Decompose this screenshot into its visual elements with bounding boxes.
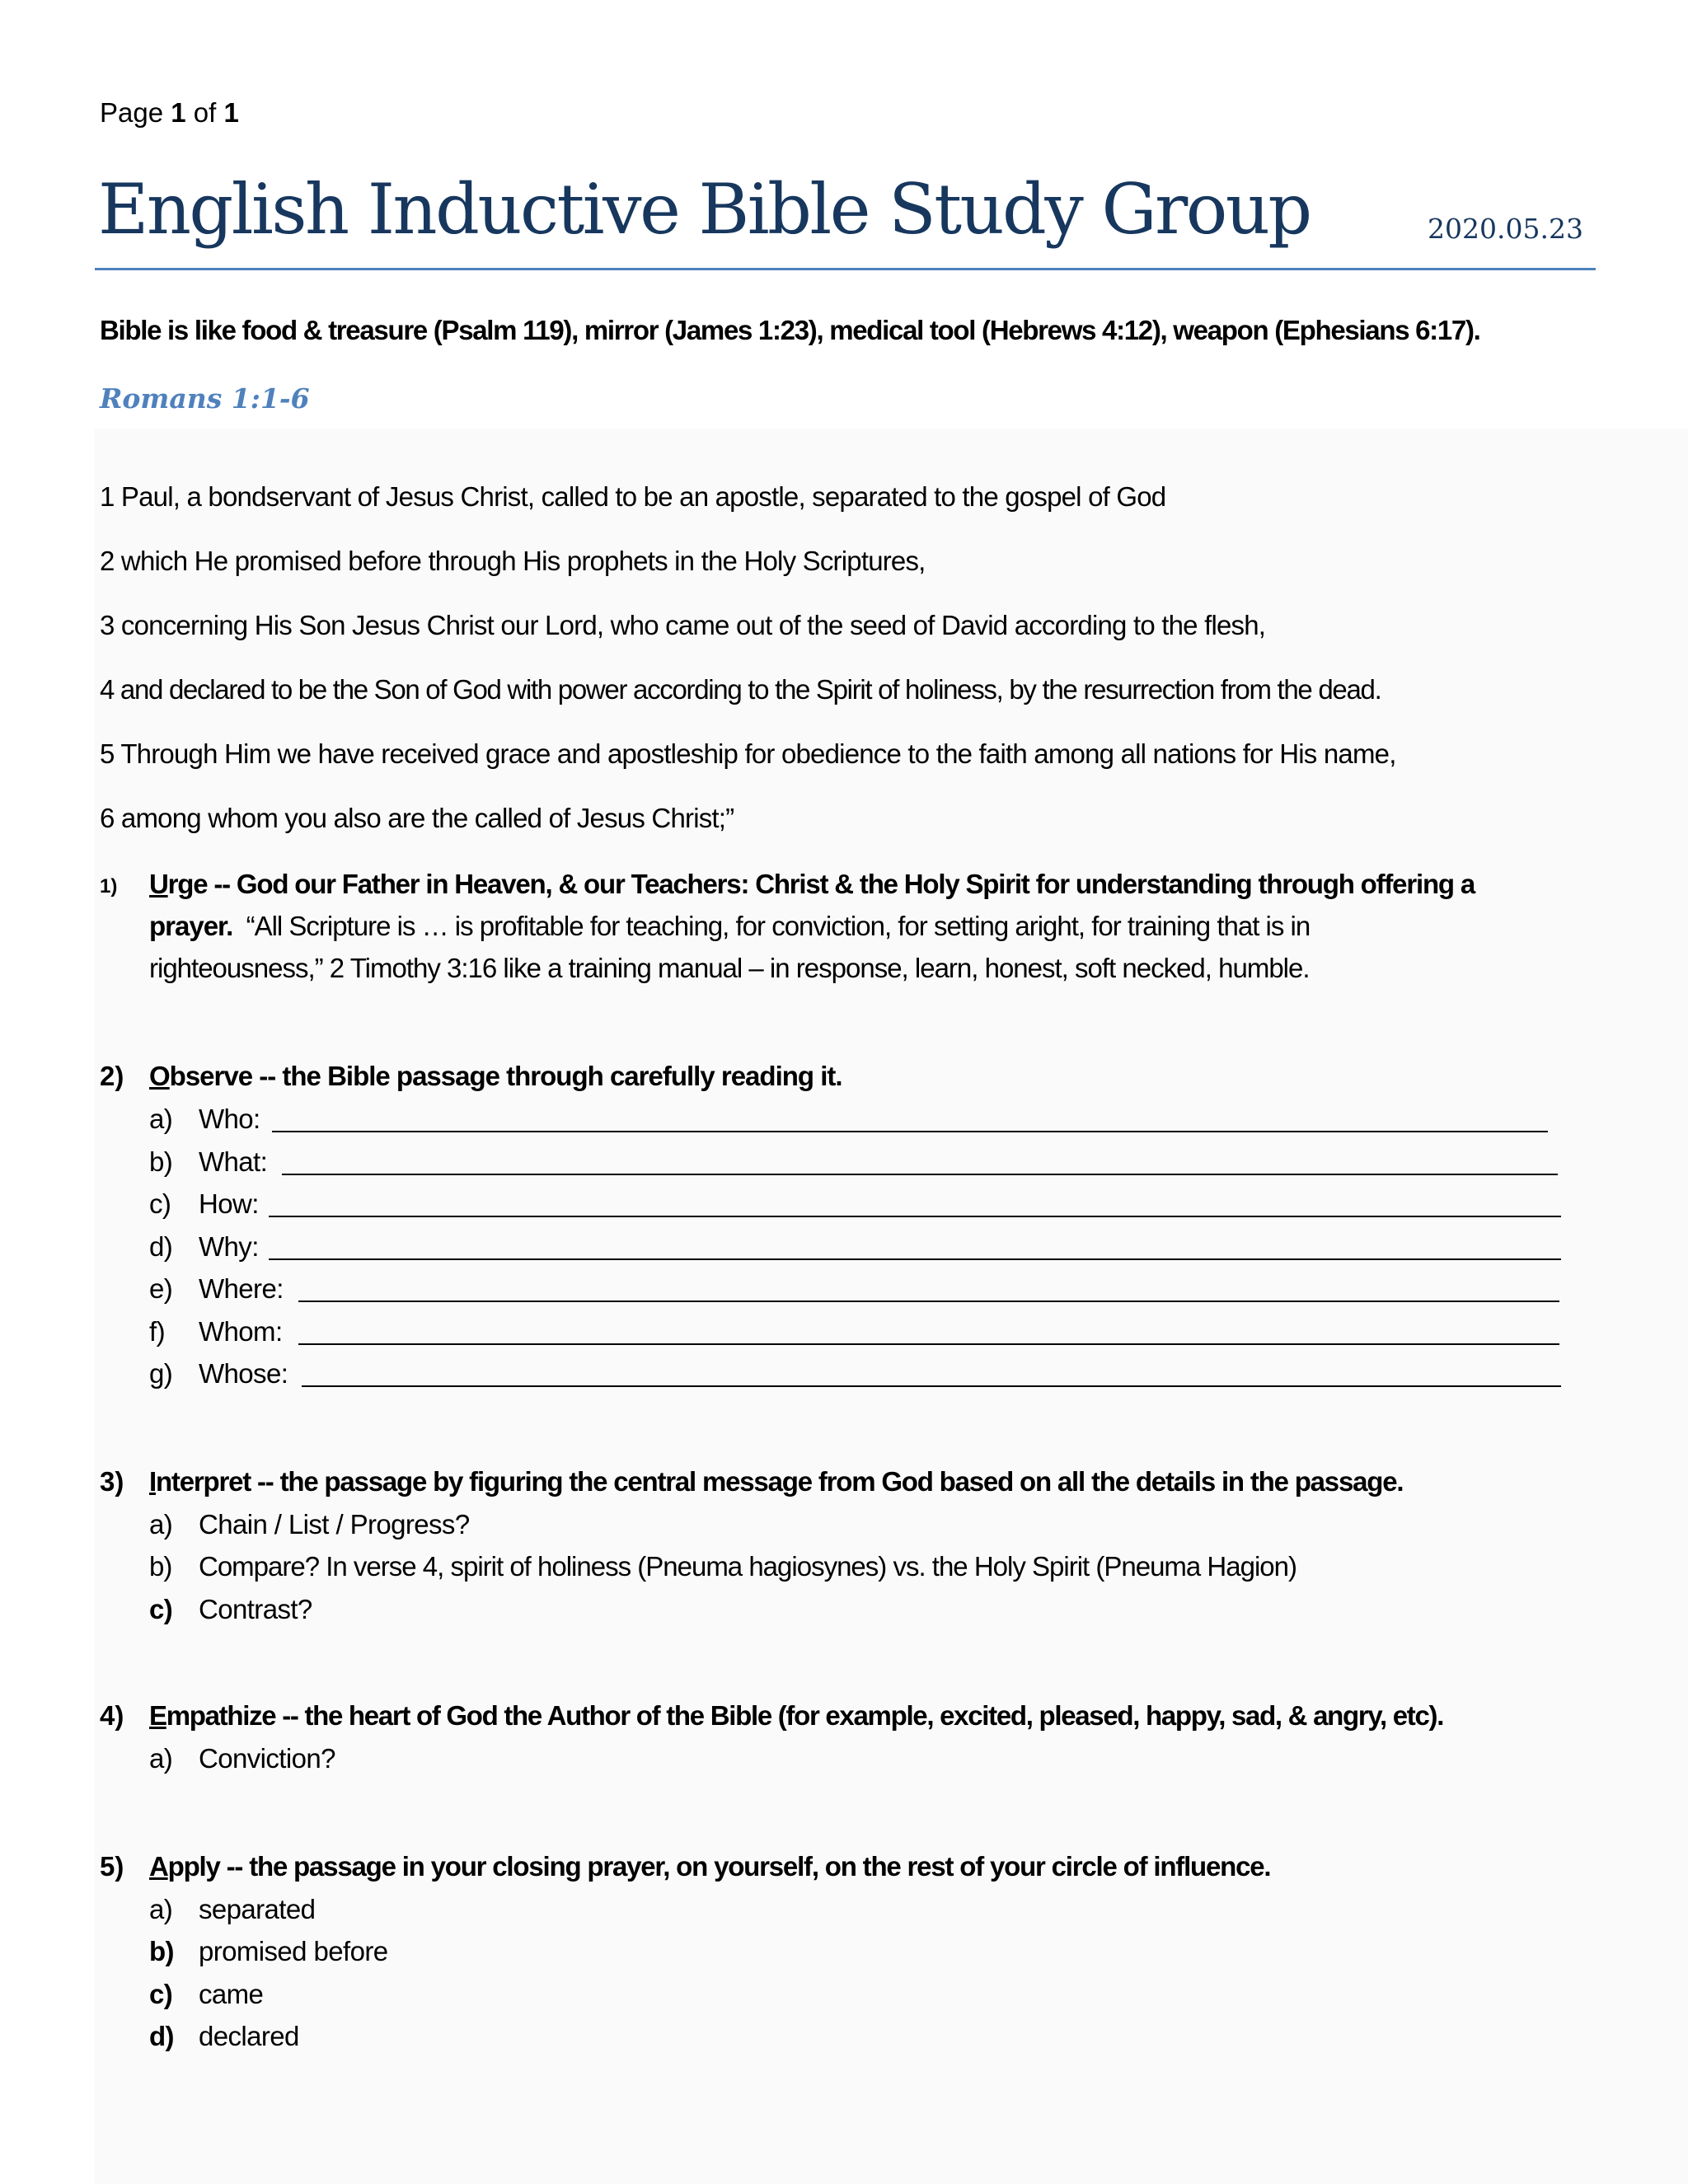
verse-4: 4 and declared to be the Son of God with power according to the Spirit of holiness, by the resurrection from the dead.: [100, 674, 1381, 705]
step-2-heading: Observe -- the Bible passage through carefully reading it.: [149, 1061, 842, 1091]
observe-item: g) Whose:: [149, 1358, 288, 1389]
step-1-text-cont: righteousness,” 2 Timothy 3:16 like a training manual – in response, learn, honest, soft necked, humble.: [149, 953, 1310, 983]
apply-item: a) separated: [149, 1894, 316, 1924]
step-1-number: 1): [100, 875, 118, 898]
step-3-number: 3): [100, 1466, 124, 1497]
observe-item: f) Whom:: [149, 1316, 283, 1347]
title-divider: [95, 268, 1596, 270]
intro-line: Bible is like food & treasure (Psalm 119), mirror (James 1:23), medical tool (Hebrews 4:12), weapon (Ephesians 6:17).: [100, 315, 1480, 345]
page-number: Page 1 of 1: [100, 97, 239, 128]
step-5-number: 5): [100, 1851, 124, 1882]
interpret-item: c) Contrast?: [149, 1594, 312, 1624]
interpret-item: b) Compare? In verse 4, spirit of holiness (Pneuma hagiosynes) vs. the Holy Spirit (Pneuma Hagion): [149, 1551, 1296, 1582]
verse-3: 3 concerning His Son Jesus Christ our Lord, who came out of the seed of David according to the flesh,: [100, 610, 1266, 640]
apply-item: c) came: [149, 1979, 264, 2009]
answer-blank-who[interactable]: [272, 1131, 1548, 1132]
answer-blank-where[interactable]: [298, 1301, 1559, 1302]
answer-blank-why[interactable]: [269, 1258, 1561, 1260]
step-5-heading: Apply -- the passage in your closing prayer, on yourself, on the rest of your circle of influence.: [149, 1851, 1271, 1882]
step-4-heading: Empathize -- the heart of God the Author of the Bible (for example, excited, pleased, happy, sad, & angry, etc).: [149, 1700, 1444, 1731]
observe-item: d) Why:: [149, 1231, 259, 1262]
passage-reference: Romans 1:1-6: [100, 382, 310, 415]
step-3-heading: Interpret -- the passage by figuring the central message from God based on all the details in the passage.: [149, 1466, 1404, 1497]
observe-item: b) What:: [149, 1146, 268, 1177]
answer-blank-whom[interactable]: [298, 1343, 1559, 1345]
step-1-text: prayer. “All Scripture is … is profitable for teaching, for conviction, for setting aright, for training that is in: [149, 911, 1311, 941]
empathize-item: a) Conviction?: [149, 1743, 335, 1774]
apply-item: d) declared: [149, 2021, 299, 2051]
verse-6: 6 among whom you also are the called of Jesus Christ;”: [100, 803, 734, 833]
interpret-item: a) Chain / List / Progress?: [149, 1509, 470, 1540]
answer-blank-what[interactable]: [282, 1174, 1558, 1175]
verse-2: 2 which He promised before through His prophets in the Holy Scriptures,: [100, 546, 926, 576]
step-2-number: 2): [100, 1061, 124, 1091]
step-4-number: 4): [100, 1700, 124, 1731]
apply-item: b) promised before: [149, 1936, 388, 1966]
document-date: 2020.05.23: [1428, 213, 1583, 245]
observe-item: e) Where:: [149, 1273, 284, 1304]
verse-1: 1 Paul, a bondservant of Jesus Christ, called to be an apostle, separated to the gospel of God: [100, 481, 1166, 512]
answer-blank-whose[interactable]: [302, 1385, 1561, 1387]
verse-5: 5 Through Him we have received grace and apostleship for obedience to the faith among all nations for His name,: [100, 738, 1396, 769]
observe-item: a) Who:: [149, 1104, 260, 1134]
answer-blank-how[interactable]: [269, 1216, 1561, 1217]
step-1-heading: Urge -- God our Father in Heaven, & our Teachers: Christ & the Holy Spirit for understanding through offering a: [149, 869, 1475, 899]
page-title: English Inductive Bible Study Group: [98, 169, 1311, 250]
observe-item: c) How:: [149, 1188, 259, 1219]
